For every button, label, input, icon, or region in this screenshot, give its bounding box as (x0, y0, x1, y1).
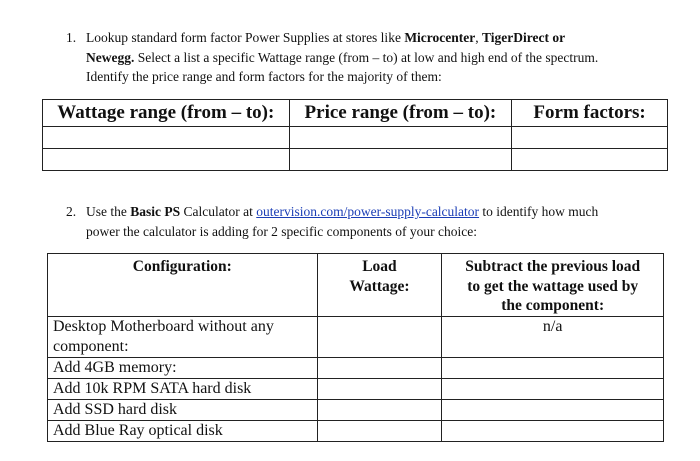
wattage-cell[interactable] (43, 127, 290, 149)
question-2 (66, 202, 686, 244)
question-1-number: 1. (66, 30, 77, 45)
load-cell[interactable] (317, 357, 442, 378)
table-header-row (48, 254, 664, 317)
config-cell: Add 4GB memory: (48, 357, 318, 378)
load-cell[interactable] (317, 378, 442, 399)
config-cell: Desktop Motherboard without any component: (48, 316, 318, 357)
question-2-line-1: Use the Basic PS Calculator at outervision.com/power-supply-calculator to identify how much (86, 204, 599, 219)
table-row (48, 378, 664, 399)
table-row (48, 316, 664, 357)
header-load-wattage: Load Wattage: (317, 254, 442, 317)
basic-ps-label: Basic PS (130, 204, 181, 219)
table-row (48, 357, 664, 378)
question-1-line-2: Newegg. Select a list a specific Wattage range (from – to) at low and high end of the spectrum. (86, 49, 599, 65)
store-microcenter: Microcenter (404, 30, 476, 45)
header-configuration: Configuration: (48, 254, 318, 317)
question-2-line-2: power the calculator is adding for 2 specific components of your choice: (86, 223, 477, 239)
price-cell[interactable] (289, 127, 512, 149)
config-cell: Add Blue Ray optical disk (48, 420, 318, 441)
load-cell[interactable] (317, 399, 442, 420)
power-calculator-table (47, 253, 664, 442)
store-tigerdirect: TigerDirect or (482, 30, 566, 45)
subtract-cell[interactable] (442, 378, 664, 399)
wattage-cell[interactable] (43, 149, 290, 171)
price-cell[interactable] (289, 149, 512, 171)
subtract-cell[interactable] (442, 399, 664, 420)
table-row (43, 127, 668, 149)
form-factor-cell[interactable] (512, 127, 668, 149)
question-1-text (86, 28, 686, 87)
subtract-cell[interactable] (442, 357, 664, 378)
header-wattage-range: Wattage range (from – to): (43, 100, 290, 127)
header-subtract-load: Subtract the previous load to get the wattage used by the component: (442, 254, 664, 317)
table-row (48, 399, 664, 420)
wattage-price-table (42, 99, 668, 171)
question-1 (66, 28, 686, 88)
table-header-row (43, 100, 668, 127)
table-row (43, 149, 668, 171)
question-1-line-1: Lookup standard form factor Power Supplies at stores like Microcenter, TigerDirect or (86, 30, 566, 45)
form-factor-cell[interactable] (512, 149, 668, 171)
question-2-text (86, 202, 686, 241)
calculator-link[interactable]: outervision.com/power-supply-calculator (256, 204, 480, 219)
question-1-line-3: Identify the price range and form factors for the majority of them: (86, 69, 442, 84)
config-cell: Add SSD hard disk (48, 399, 318, 420)
header-form-factors: Form factors: (512, 100, 668, 127)
header-price-range: Price range (from – to): (289, 100, 512, 127)
question-2-number: 2. (66, 204, 77, 219)
store-newegg: Newegg. (86, 49, 135, 65)
load-cell[interactable] (317, 316, 442, 357)
table-row (48, 420, 664, 441)
config-cell: Add 10k RPM SATA hard disk (48, 378, 318, 399)
subtract-cell: n/a (442, 316, 664, 357)
load-cell[interactable] (317, 420, 442, 441)
subtract-cell[interactable] (442, 420, 664, 441)
